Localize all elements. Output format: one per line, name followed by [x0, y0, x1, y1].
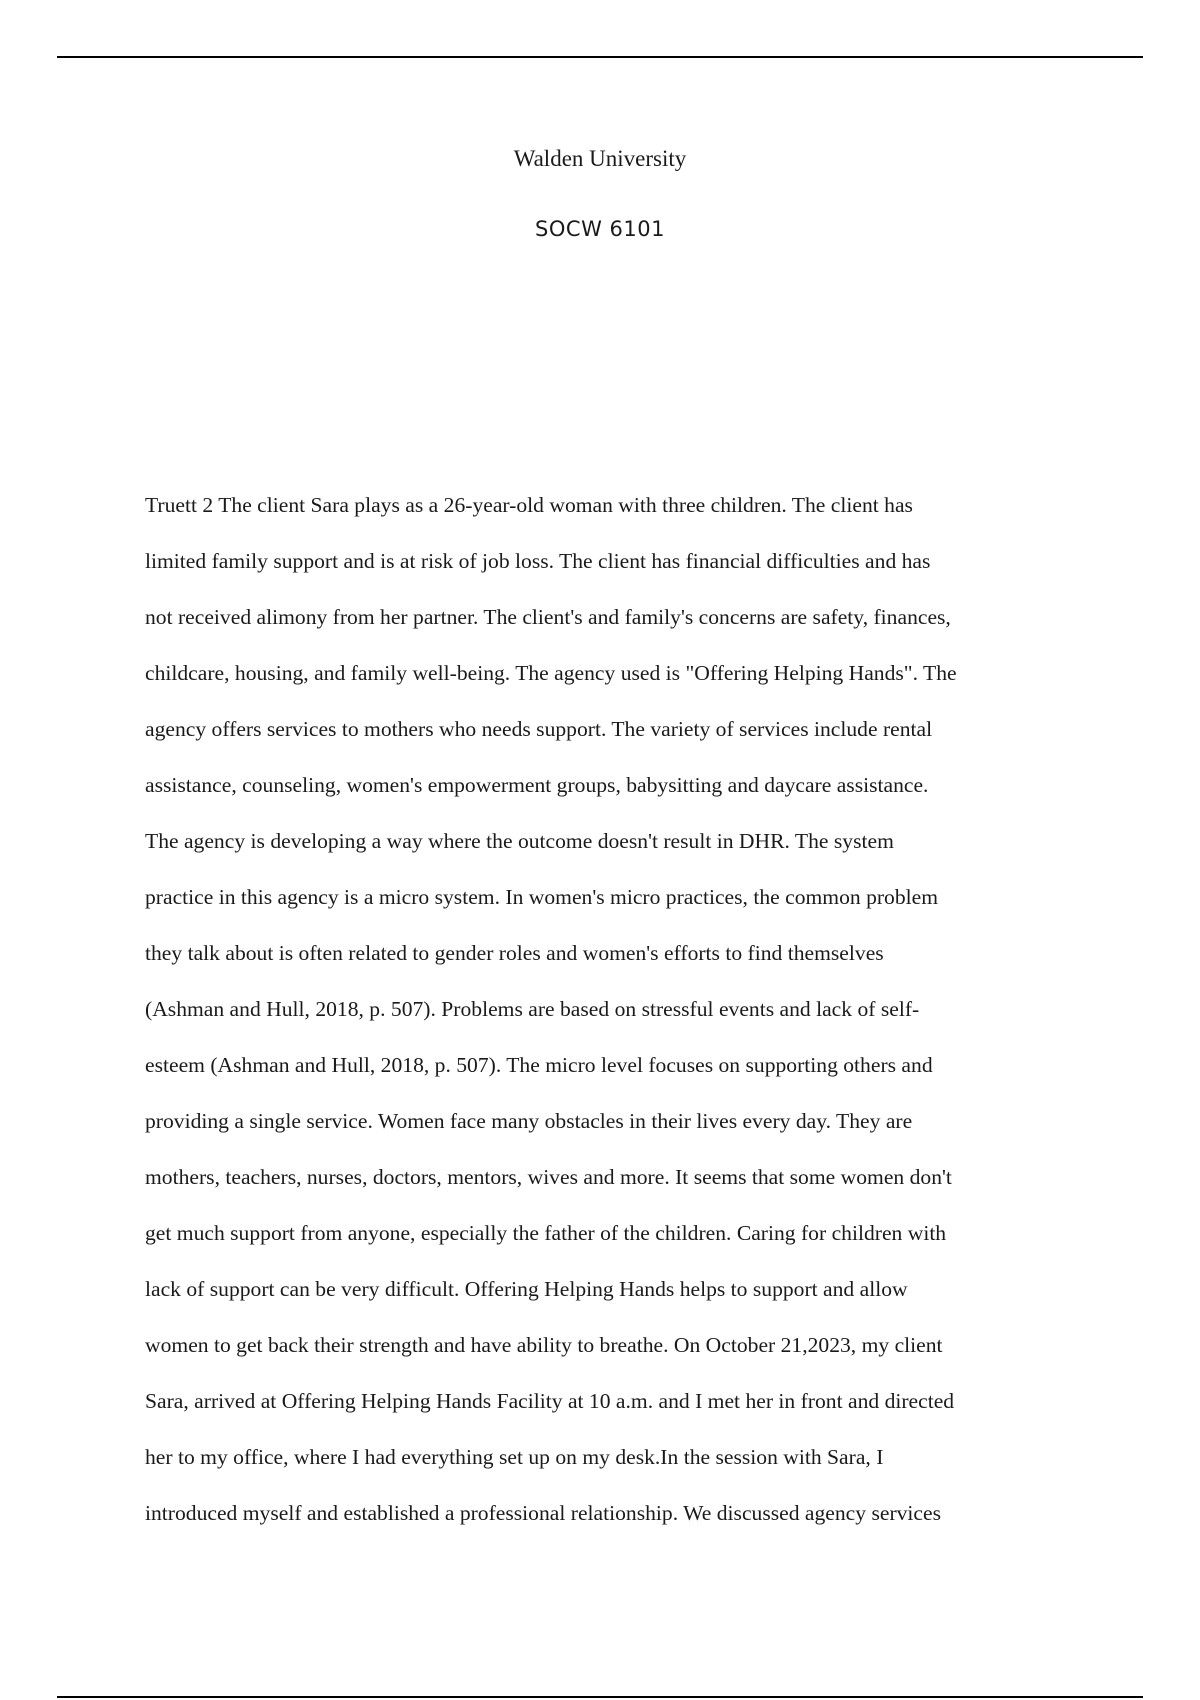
course-code: SOCW 6101 — [535, 217, 665, 241]
top-rule — [57, 56, 1143, 58]
body-line: women to get back their strength and have ability to breathe. On October 21,2023, my client — [145, 1333, 943, 1357]
body-line: Truett 2 The client Sara plays as a 26-year-old woman with three children. The client has — [145, 493, 913, 517]
body-line: assistance, counseling, women's empowerment groups, babysitting and daycare assistance. — [145, 773, 929, 797]
body-line: esteem (Ashman and Hull, 2018, p. 507). The micro level focuses on supporting others and — [145, 1053, 933, 1077]
body-line: Sara, arrived at Offering Helping Hands Facility at 10 a.m. and I met her in front and directed — [145, 1389, 955, 1413]
body-line: not received alimony from her partner. The client's and family's concerns are safety, finances, — [145, 605, 951, 629]
body-line: her to my office, where I had everything set up on my desk.In the session with Sara, I — [145, 1445, 884, 1469]
body-line: agency offers services to mothers who needs support. The variety of services include rental — [145, 717, 933, 741]
body-line: lack of support can be very difficult. Offering Helping Hands helps to support and allow — [145, 1277, 908, 1301]
body-line: limited family support and is at risk of job loss. The client has financial difficulties and has — [145, 549, 931, 573]
body-line: mothers, teachers, nurses, doctors, mentors, wives and more. It seems that some women don't — [145, 1165, 952, 1189]
body-line: introduced myself and established a professional relationship. We discussed agency services — [145, 1501, 942, 1525]
body-line: practice in this agency is a micro system. In women's micro practices, the common problem — [145, 885, 939, 909]
body-line: get much support from anyone, especially the father of the children. Caring for children with — [145, 1221, 947, 1245]
body-line: (Ashman and Hull, 2018, p. 507). Problems are based on stressful events and lack of self- — [145, 997, 920, 1021]
bottom-rule — [57, 1696, 1143, 1698]
institution-name: Walden University — [513, 146, 687, 171]
body-line: they talk about is often related to gender roles and women's efforts to find themselves — [145, 941, 884, 965]
body-line: The agency is developing a way where the outcome doesn't result in DHR. The system — [145, 829, 894, 853]
body-line: childcare, housing, and family well-being. The agency used is "Offering Helping Hands". The — [145, 661, 957, 685]
body-line: providing a single service. Women face many obstacles in their lives every day. They are — [145, 1109, 913, 1133]
document-body — [145, 490, 1085, 1554]
